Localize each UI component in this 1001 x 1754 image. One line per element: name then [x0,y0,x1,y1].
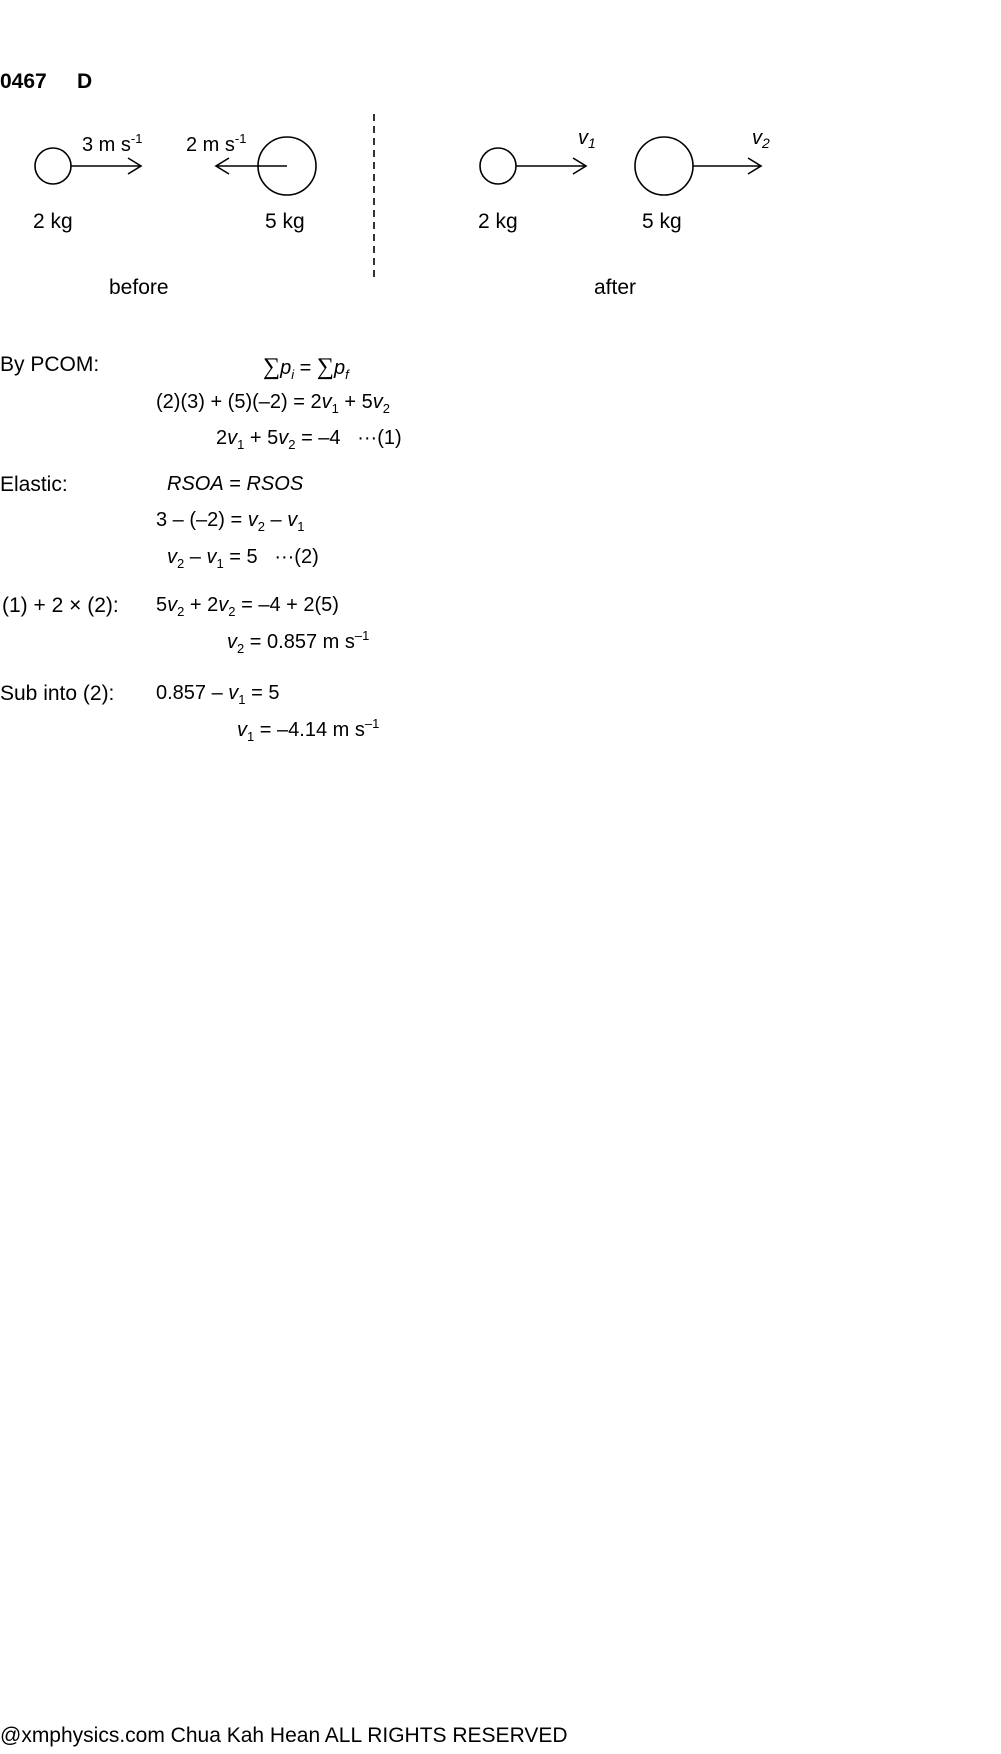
momentum-sum-equation: $\sum p_i = \sum p_f$ [263,354,349,382]
question-number: 0467 [0,70,47,93]
equation-2: $v_2 - v_1 = 5 \cdot\cdot\cdot(2)$ [167,546,319,571]
v1-result: $v_1 = -4.14$ m $s^{-1}$ [237,716,380,744]
ball-2kg-after [480,148,516,184]
momentum-substituted-equation: $(2)(3) + (5)(-2) = 2v_1 + 5v_2$ [156,391,390,416]
pcom-label: By PCOM: [0,353,100,376]
mass-label-2kg-after: 2 kg [478,210,518,233]
combined-equation: $5v_2 + 2v_2 = -4 + 2(5)$ [156,594,339,619]
elastic-label: Elastic: [0,473,68,496]
v2-result: $v_2 = 0.857$ m $s^{-1}$ [227,628,370,656]
v2-label: $v_2$ [752,127,770,151]
relative-speed-equation: $3 - (-2) = v_2 - v_1$ [156,509,305,534]
after-caption: after [594,276,637,299]
speed-label-3: 3 m $s^{-1}$ [82,131,143,156]
collision-diagram [0,100,800,310]
before-caption: before [109,276,169,299]
equation-1: $2v_1 + 5v_2 = -4 \cdot\cdot\cdot(1)$ [216,427,402,452]
speed-label-2: 2 m $s^{-1}$ [186,131,247,156]
ball-2kg-before [35,148,71,184]
rsoa-rsos-equation: RSOA = RSOS [167,473,304,495]
mass-label-5kg-after: 5 kg [642,210,682,233]
answer-letter: D [77,70,93,93]
mass-label-5kg-before: 5 kg [265,210,305,233]
mass-label-2kg-before: 2 kg [33,210,73,233]
v1-label: $v_1$ [578,127,596,151]
ball-5kg-after [635,137,693,195]
sub-label: Sub into (2): [0,682,115,705]
combine-label: (1) + 2 × (2): [2,594,119,617]
substitution-equation: $0.857 - v_1 = 5$ [156,682,280,707]
copyright-footer: @xmphysics.com Chua Kah Hean ALL RIGHTS RESERVED [0,1724,568,1747]
